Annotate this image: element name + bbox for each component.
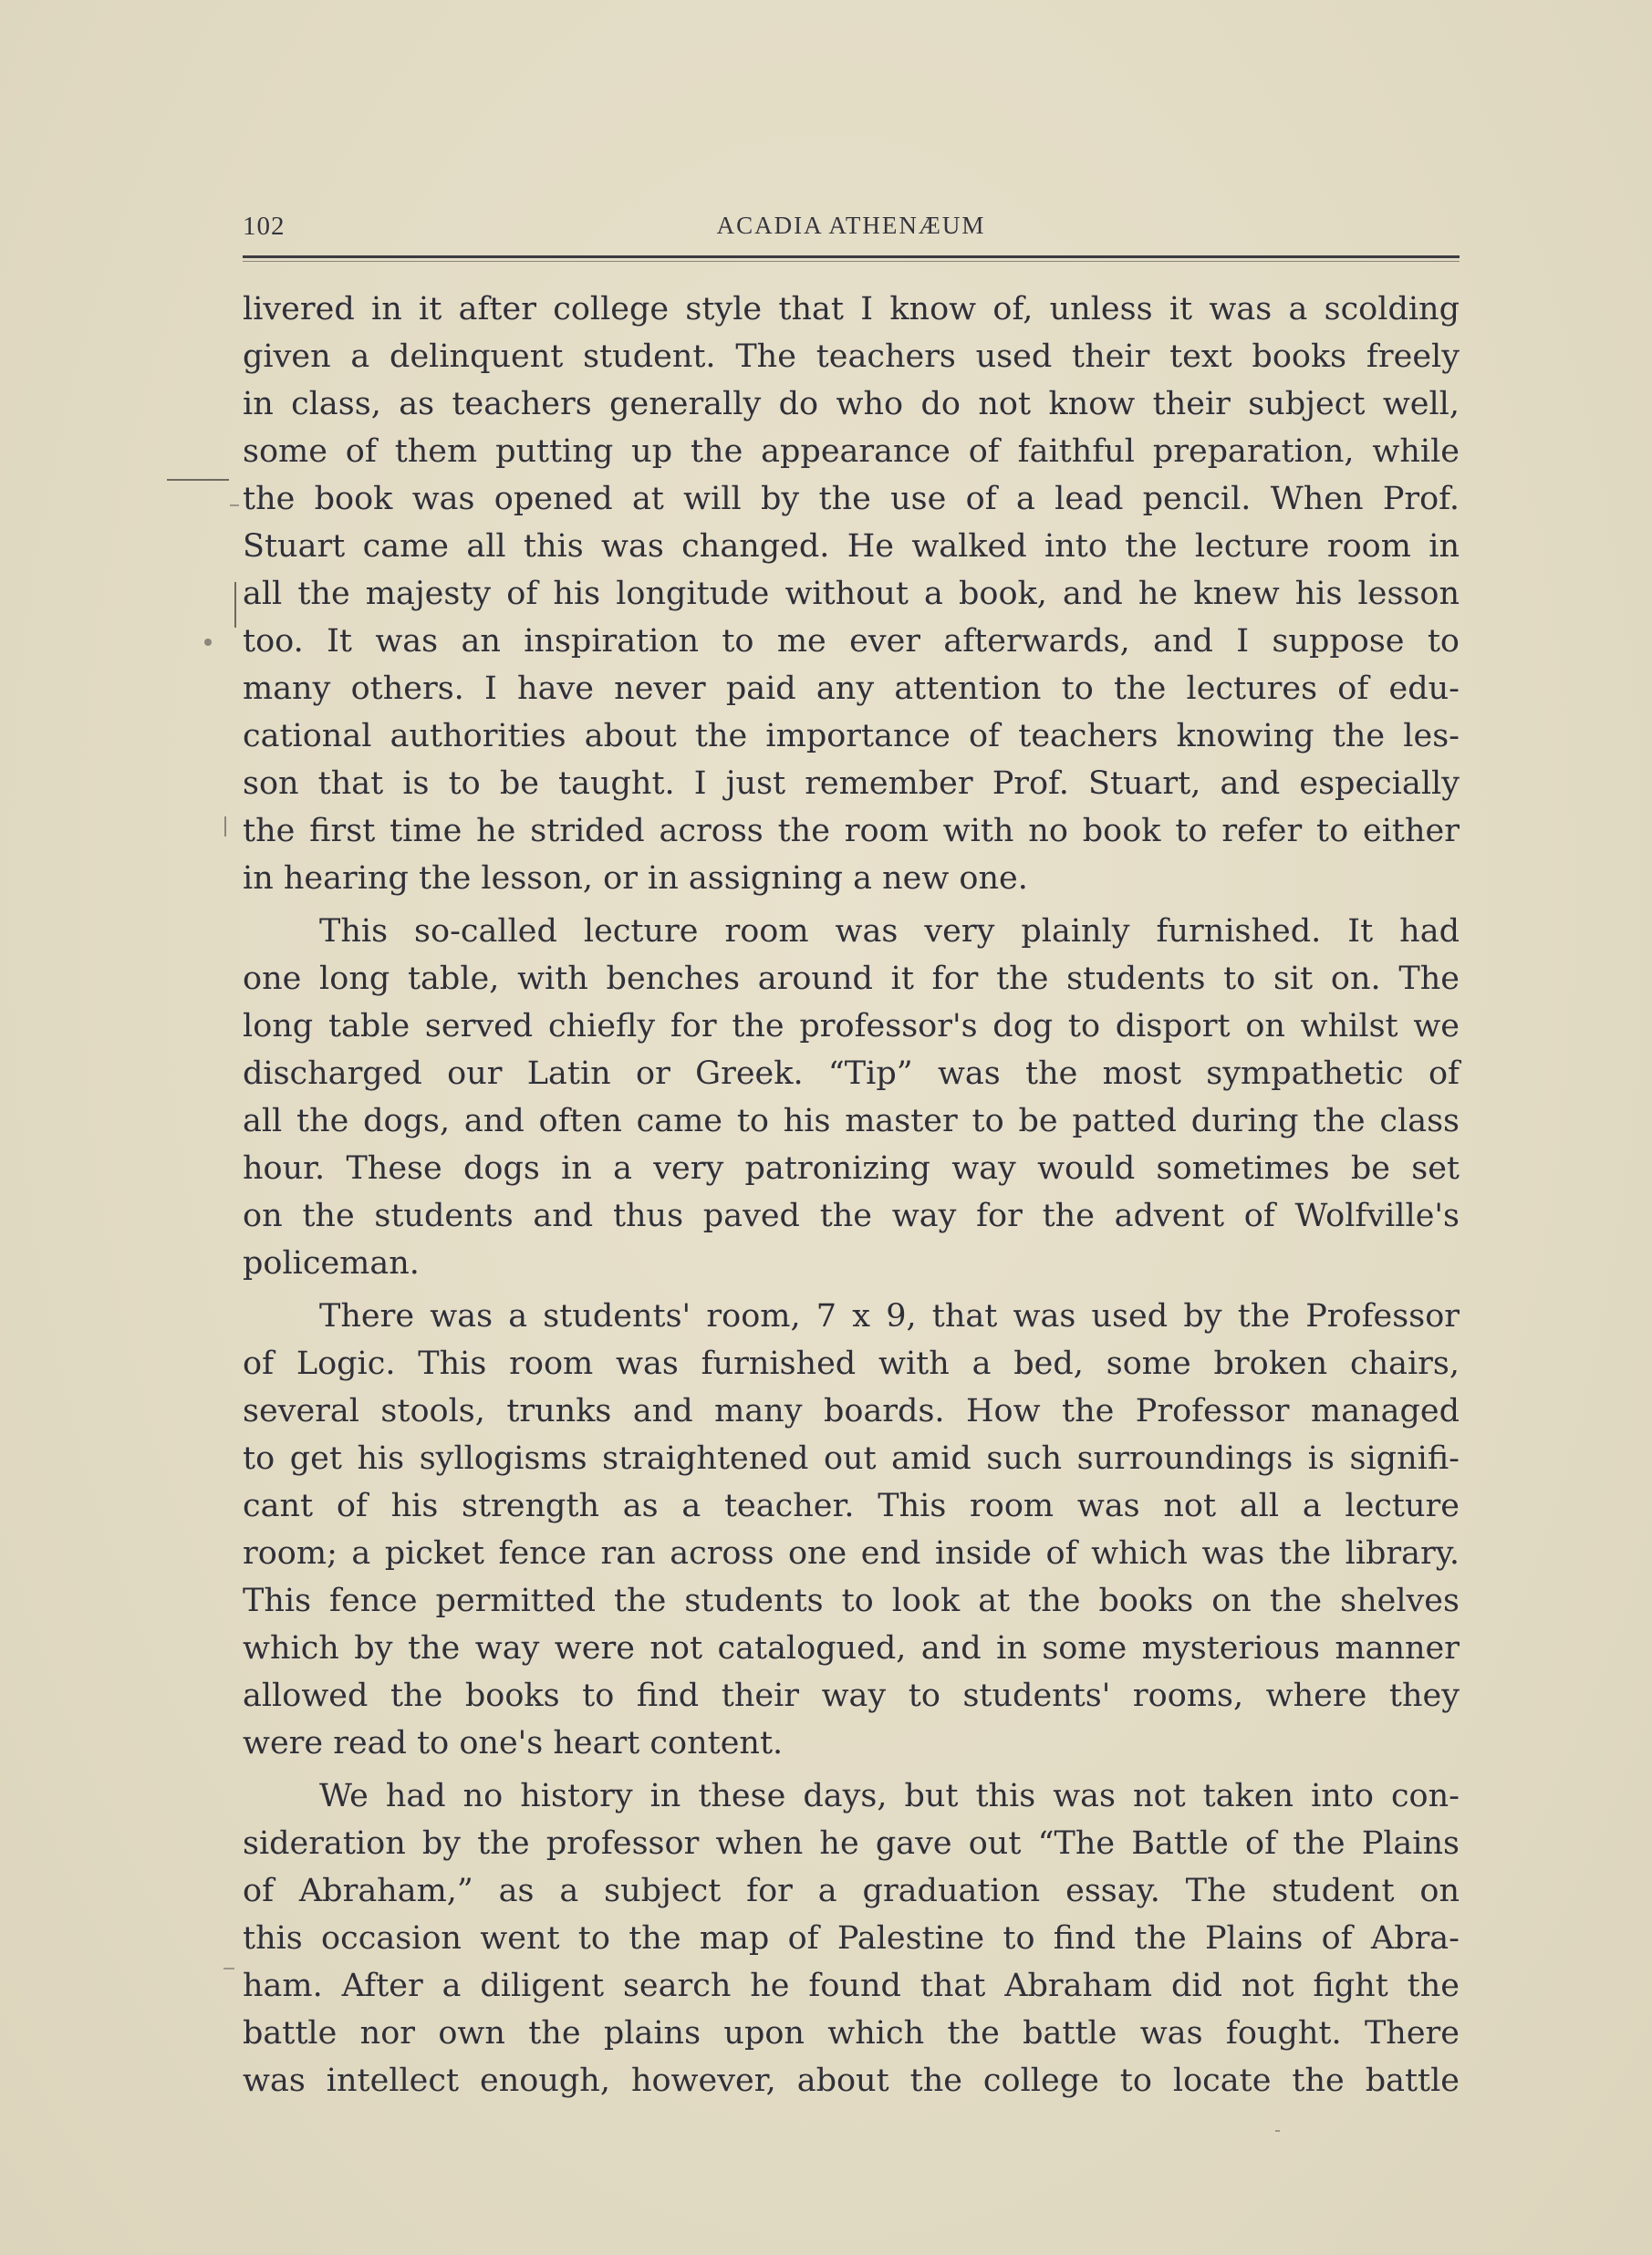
text-line: long table served chiefly for the professor's dog to disport on whilst we (243, 1008, 1460, 1044)
paragraph-2 (243, 908, 1460, 1287)
paragraph-4 (243, 1772, 1460, 2104)
margin-tick-mark (230, 504, 239, 506)
paragraph-3 (243, 1293, 1460, 1767)
text-line: to get his syllogisms straightened out amid such surroundings is signifi- (243, 1440, 1460, 1477)
margin-tick-mark-3 (223, 1968, 234, 1969)
text-line: discharged our Latin or Greek. “Tip” was the most sympathetic of (243, 1055, 1460, 1092)
paragraph-1 (243, 286, 1460, 902)
page-number: 102 (243, 212, 286, 241)
text-line: given a delinquent student. The teachers used their text books freely (243, 338, 1460, 375)
text-line: allowed the books to find their way to students' rooms, where they (243, 1678, 1460, 1714)
text-line: room; a picket fence ran across one end inside of which was the library. (243, 1535, 1460, 1572)
margin-vertical-mark (234, 582, 236, 628)
text-line: battle nor own the plains upon which the battle was fought. There (243, 2015, 1460, 2052)
text-line: of Abraham,” as a subject for a graduation essay. The student on (243, 1873, 1460, 1909)
text-line: livered in it after college style that I know of, unless it was a scolding (243, 291, 1460, 327)
text-line: This fence permitted the students to look at the books on the shelves (243, 1583, 1460, 1619)
text-line: this occasion went to the map of Palestine to find the Plains of Abra- (243, 1920, 1460, 1957)
text-line: one long table, with benches around it for the students to sit on. The (243, 961, 1460, 997)
text-line: of Logic. This room was furnished with a bed, some broken chairs, (243, 1346, 1460, 1382)
text-line: This so-called lecture room was very plainly furnished. It had (319, 913, 1460, 950)
text-line: policeman. (243, 1245, 420, 1282)
text-line: some of them putting up the appearance of faithful preparation, while (243, 433, 1460, 470)
text-line: There was a students' room, 7 x 9, that was used by the Professor (319, 1298, 1460, 1335)
page-header (243, 204, 1460, 259)
text-line: hour. These dogs in a very patronizing way would sometimes be set (243, 1150, 1460, 1187)
text-line: the book was opened at will by the use of a lead pencil. When Prof. (243, 481, 1460, 517)
margin-dash-mark (167, 479, 229, 481)
text-line: cant of his strength as a teacher. This room was not all a lecture (243, 1488, 1460, 1524)
margin-tick-mark-2 (224, 816, 226, 837)
text-line: all the dogs, and often came to his master to be patted during the class (243, 1103, 1460, 1139)
text-line: son that is to be taught. I just remember Prof. Stuart, and especially (243, 765, 1460, 802)
header-rule-thin (243, 261, 1460, 262)
text-line: was intellect enough, however, about the college to locate the battle (243, 2063, 1460, 2099)
text-line: We had no history in these days, but this was not taken into con- (319, 1778, 1460, 1814)
body-text (243, 286, 1460, 2104)
text-line: Stuart came all this was changed. He walked into the lecture room in (243, 528, 1460, 565)
margin-dot-mark (204, 639, 212, 646)
margin-tick-mark-4 (1275, 2130, 1280, 2132)
text-line: cational authorities about the importance of teachers knowing the les- (243, 718, 1460, 754)
text-line: in hearing the lesson, or in assigning a new one. (243, 860, 1028, 897)
text-line: which by the way were not catalogued, and in some mysterious manner (243, 1630, 1460, 1667)
text-line: ham. After a diligent search he found that Abraham did not fight the (243, 1968, 1460, 2004)
text-line: too. It was an inspiration to me ever afterwards, and I suppose to (243, 623, 1460, 660)
text-line: many others. I have never paid any attention to the lectures of edu- (243, 670, 1460, 707)
text-line: the first time he strided across the room with no book to refer to either (243, 813, 1460, 849)
header-rule (243, 255, 1460, 258)
text-line: sideration by the professor when he gave out “The Battle of the Plains (243, 1825, 1460, 1862)
running-head: ACADIA ATHENÆUM (716, 212, 986, 239)
text-line: all the majesty of his longitude without a book, and he knew his lesson (243, 576, 1460, 612)
text-line: were read to one's heart content. (243, 1725, 784, 1761)
text-line: on the students and thus paved the way for the advent of Wolfville's (243, 1198, 1460, 1234)
text-line: in class, as teachers generally do who do not know their subject well, (243, 386, 1460, 422)
text-line: several stools, trunks and many boards. How the Professor managed (243, 1393, 1460, 1429)
